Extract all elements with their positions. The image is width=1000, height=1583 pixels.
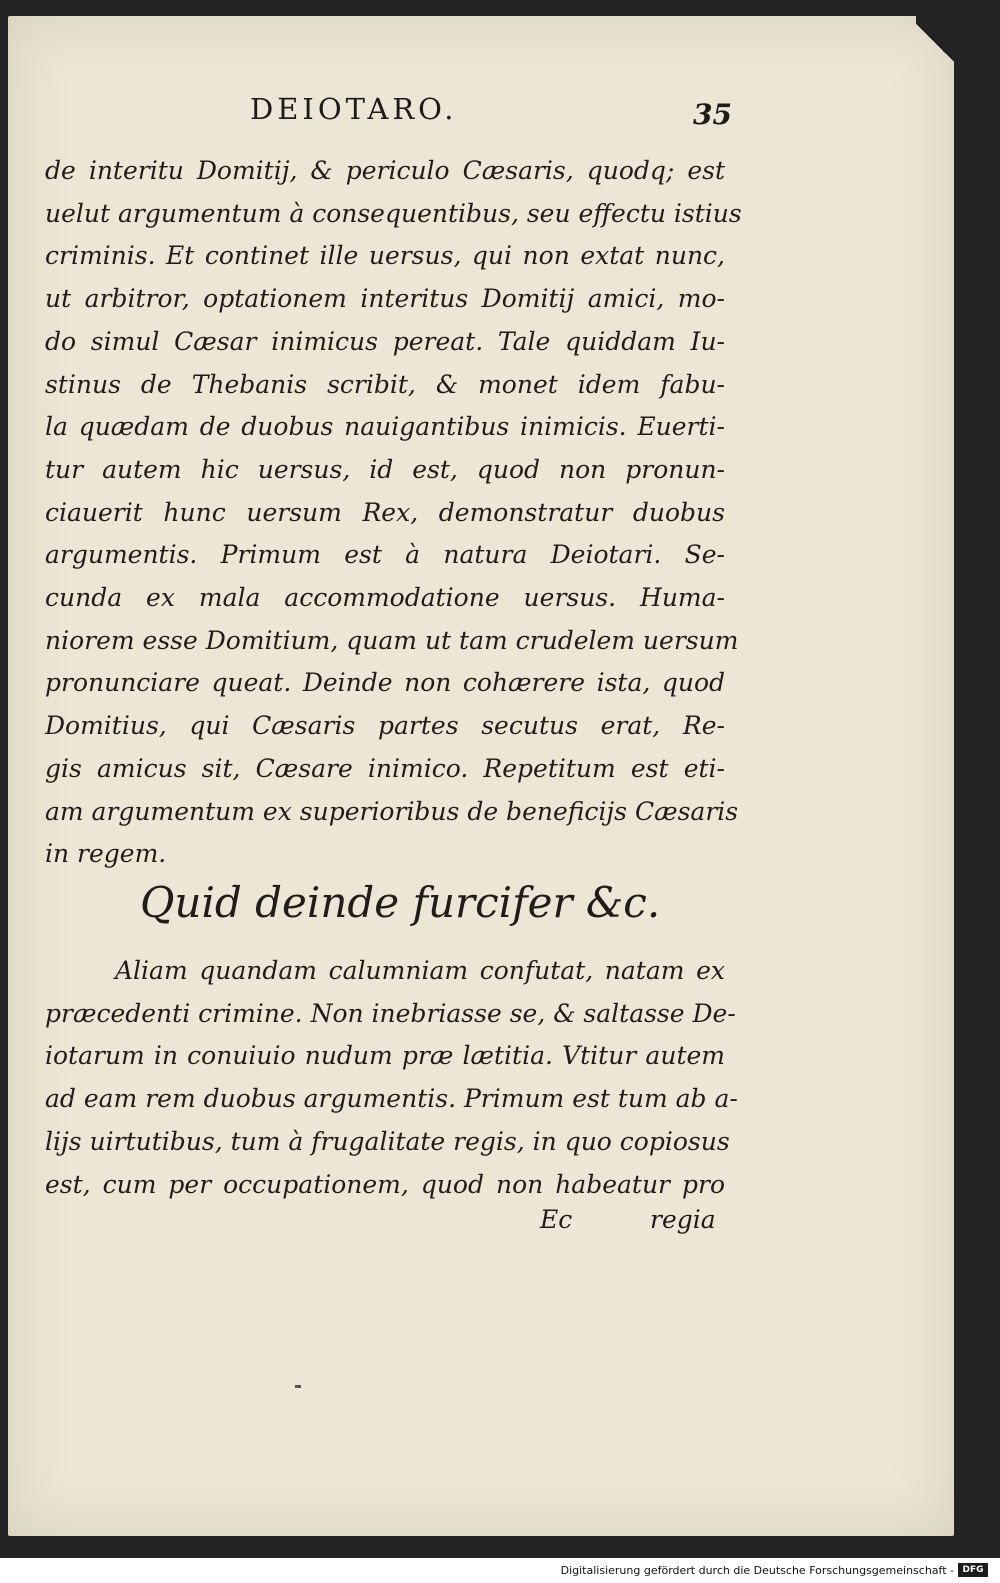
text-line: tur autem hic uersus, id est, quod non pronun- (45, 454, 725, 484)
text-line: am argumentum ex superioribus de beneficijs Cæsaris (45, 796, 739, 826)
text-line: la quædam de duobus nauigantibus inimicis. Euerti- (45, 412, 725, 442)
dfg-logo-icon: DFG (958, 1563, 988, 1577)
catchword-second: regia (650, 1205, 716, 1234)
text-line: præcedenti crimine. Non inebriasse se, & saltasse De- (45, 998, 736, 1028)
text-line: est, cum per occupationem, quod non habeatur pro (45, 1169, 725, 1199)
page-number: 35 (693, 98, 732, 131)
text-line: do simul Cæsar inimicus pereat. Tale quiddam Iu- (45, 326, 725, 356)
text-line: stinus de Thebanis scribit, & monet idem fabu- (45, 369, 725, 399)
text-line: niorem esse Domitium, quam ut tam crudelem uersum (45, 625, 739, 655)
text-line: cunda ex mala accommodatione uersus. Huma- (45, 583, 725, 613)
text-line: ciauerit hunc uersum Rex, demonstratur duobus (45, 497, 725, 527)
text-line: lijs uirtutibus, tum à frugalitate regis, in quo copiosus (45, 1126, 730, 1156)
text-line: criminis. Et continet ille uersus, qui non extat nunc, (45, 241, 725, 271)
funding-credit: Digitalisierung gefördert durch die Deutsche Forschungsgemeinschaft - (560, 1564, 954, 1577)
text-line: Aliam quandam calumniam confutat, natam ex (115, 956, 725, 985)
text-line: iotarum in conuiuio nudum præ lætitia. Vtitur autem (45, 1041, 725, 1071)
text-line: Domitius, qui Cæsaris partes secutus erat, Re- (45, 711, 725, 741)
text-line: argumentis. Primum est à natura Deiotari. Se- (45, 540, 725, 570)
ink-mark (295, 1385, 301, 1388)
text-line: ut arbitror, optationem interitus Domitij amici, mo- (45, 284, 725, 314)
text-line: pronunciare queat. Deinde non cohærere ista, quod (45, 668, 725, 698)
paragraph-1 (45, 150, 742, 876)
text-line: gis amicus sit, Cæsare inimico. Repetitum est eti- (45, 753, 725, 783)
catchword-first: Ec (540, 1205, 573, 1234)
text-line: uelut argumentum à consequentibus, seu effectu istius (45, 198, 742, 228)
paragraph-2 (45, 950, 738, 1206)
running-head: DEIOTARO. (250, 92, 458, 126)
text-line: in regem. (45, 839, 167, 869)
text-line: de interitu Domitij, & periculo Cæsaris, quodq; est (45, 156, 725, 185)
section-heading: Quid deinde furcifer &c. (140, 878, 661, 927)
text-line: ad eam rem duobus argumentis. Primum est tum ab a- (45, 1084, 738, 1114)
